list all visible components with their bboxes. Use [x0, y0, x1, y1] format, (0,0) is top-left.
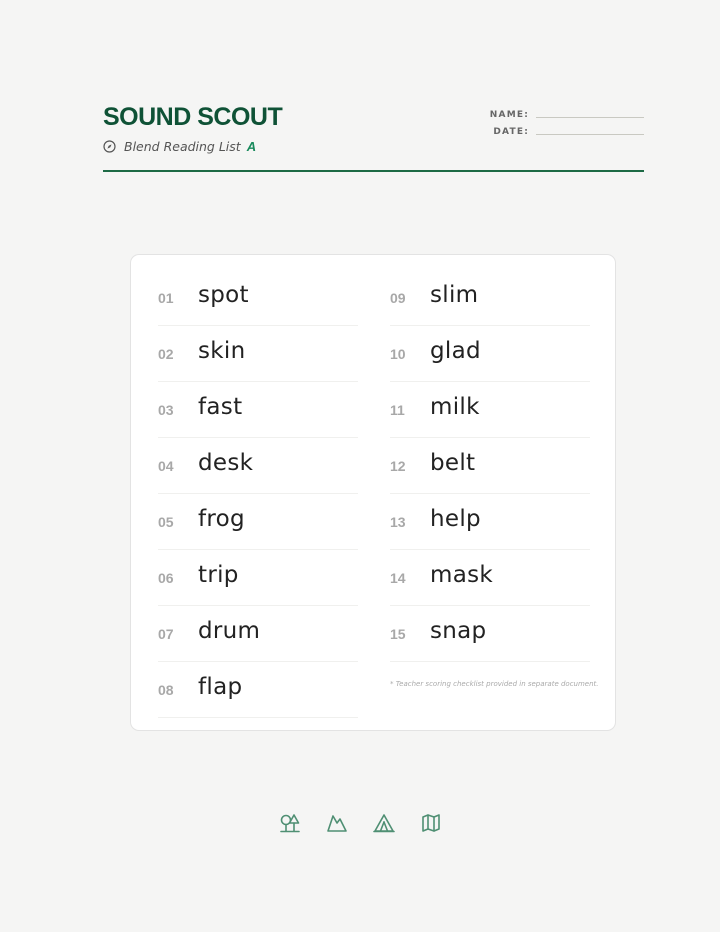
name-line[interactable] [536, 117, 644, 118]
item-word: flap [198, 674, 243, 700]
word-list-card [130, 254, 616, 731]
date-label: DATE: [493, 127, 529, 137]
item-number: 08 [158, 682, 174, 698]
word-column-left [158, 271, 358, 719]
list-item [390, 327, 590, 382]
item-word: trip [198, 562, 239, 588]
mountain-icon [325, 812, 349, 834]
word-column-right [390, 271, 590, 663]
name-field[interactable] [490, 104, 644, 120]
item-word: mask [430, 562, 494, 588]
item-word: desk [198, 450, 254, 476]
list-item [390, 271, 590, 326]
item-number: 02 [158, 346, 174, 362]
item-number: 03 [158, 402, 174, 418]
item-word: belt [430, 450, 476, 476]
item-number: 12 [390, 458, 406, 474]
name-label: NAME: [489, 110, 529, 120]
item-number: 10 [390, 346, 406, 362]
item-word: help [430, 506, 481, 532]
trees-icon [278, 812, 302, 834]
list-item [390, 383, 590, 438]
list-item [158, 607, 358, 662]
item-word: spot [198, 282, 249, 308]
student-fields [490, 104, 644, 138]
item-number: 13 [390, 514, 406, 530]
list-item [158, 271, 358, 326]
brand-title: SOUND SCOUT [103, 103, 283, 131]
item-word: skin [198, 338, 246, 364]
date-field[interactable] [490, 121, 644, 137]
item-word: snap [430, 618, 487, 644]
item-number: 07 [158, 626, 174, 642]
item-number: 15 [390, 626, 406, 642]
subtitle [103, 139, 256, 154]
tent-icon [372, 812, 396, 834]
list-item [158, 495, 358, 550]
item-number: 14 [390, 570, 406, 586]
item-word: fast [198, 394, 243, 420]
item-number: 09 [390, 290, 406, 306]
item-word: frog [198, 506, 245, 532]
map-icon [419, 812, 443, 834]
item-number: 05 [158, 514, 174, 530]
list-item [158, 327, 358, 382]
item-word: milk [430, 394, 480, 420]
list-item [158, 439, 358, 494]
item-word: drum [198, 618, 261, 644]
compass-icon [103, 140, 116, 153]
item-word: glad [430, 338, 481, 364]
item-number: 01 [158, 290, 174, 306]
list-item [390, 551, 590, 606]
item-number: 06 [158, 570, 174, 586]
list-item [158, 383, 358, 438]
subtitle-text: Blend Reading List [124, 139, 241, 154]
list-item [158, 551, 358, 606]
list-item [390, 495, 590, 550]
scoring-note: * Teacher scoring checklist provided in separate document. [390, 680, 599, 688]
footer-icons [0, 812, 720, 834]
list-item [158, 663, 358, 718]
item-number: 11 [390, 402, 405, 418]
list-item [390, 439, 590, 494]
item-number: 04 [158, 458, 174, 474]
item-word: slim [430, 282, 479, 308]
version-letter: A [246, 139, 257, 154]
header-rule [103, 170, 644, 172]
list-item [390, 607, 590, 662]
worksheet-header [103, 100, 644, 172]
date-line[interactable] [536, 134, 644, 135]
